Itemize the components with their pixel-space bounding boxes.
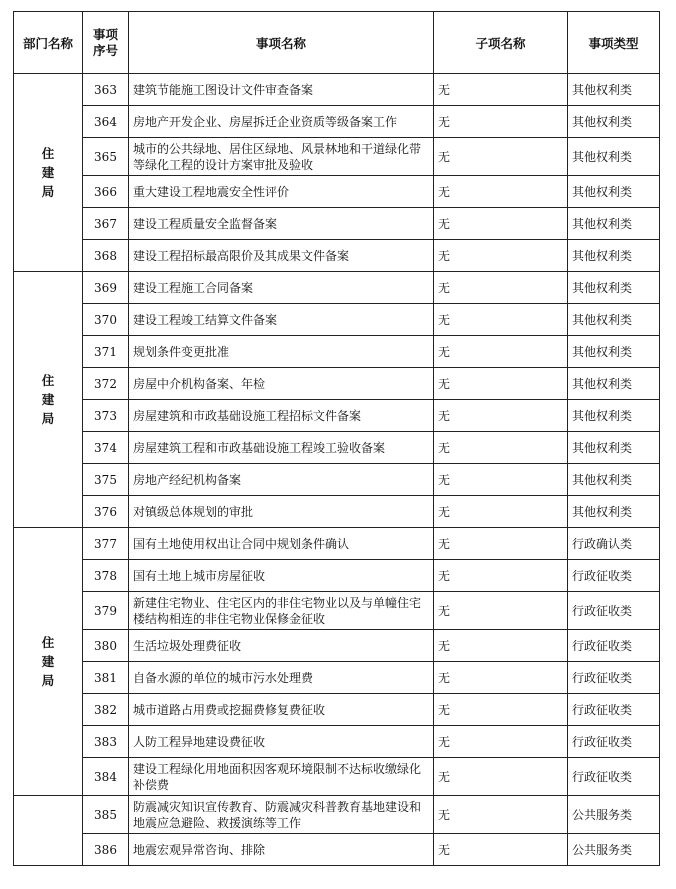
sub-cell: 无: [434, 560, 568, 592]
table-row: [14, 336, 660, 368]
table-row: [14, 528, 660, 560]
table-row: [14, 208, 660, 240]
table-row: [14, 272, 660, 304]
sub-cell: 无: [434, 400, 568, 432]
sub-cell: 无: [434, 496, 568, 528]
type-cell: 行政征收类: [568, 758, 660, 796]
name-cell: 地震宏观异常咨询、排除: [129, 834, 434, 866]
name-cell: 国有土地使用权出让合同中规划条件确认: [129, 528, 434, 560]
sub-cell: 无: [434, 758, 568, 796]
dept-cell: [14, 796, 83, 866]
type-cell: 行政征收类: [568, 662, 660, 694]
type-cell: 行政征收类: [568, 630, 660, 662]
sub-cell: 无: [434, 208, 568, 240]
seq-cell: 369: [83, 272, 129, 304]
sub-cell: 无: [434, 368, 568, 400]
table-row: [14, 368, 660, 400]
sub-cell: 无: [434, 834, 568, 866]
type-cell: 其他权利类: [568, 240, 660, 272]
seq-cell: 363: [83, 74, 129, 106]
table-row: [14, 592, 660, 630]
type-cell: 其他权利类: [568, 304, 660, 336]
type-cell: 行政确认类: [568, 528, 660, 560]
name-cell: 人防工程异地建设费征收: [129, 726, 434, 758]
name-cell: 生活垃圾处理费征收: [129, 630, 434, 662]
seq-cell: 382: [83, 694, 129, 726]
type-cell: 行政征收类: [568, 560, 660, 592]
seq-cell: 366: [83, 176, 129, 208]
header-seq-line1: 事项: [92, 26, 118, 42]
seq-cell: 368: [83, 240, 129, 272]
sub-cell: 无: [434, 464, 568, 496]
sub-cell: 无: [434, 304, 568, 336]
header-sub: 子项名称: [434, 12, 568, 74]
seq-cell: 364: [83, 106, 129, 138]
matters-table: [13, 11, 660, 866]
type-cell: 其他权利类: [568, 176, 660, 208]
table-row: [14, 400, 660, 432]
sub-cell: 无: [434, 74, 568, 106]
name-cell: 房屋建筑和市政基础设施工程招标文件备案: [129, 400, 434, 432]
seq-cell: 375: [83, 464, 129, 496]
table-row: [14, 630, 660, 662]
name-cell: 防震减灾知识宣传教育、防震减灾科普教育基地建设和地震应急避险、救援演练等工作: [129, 796, 434, 834]
header-dept: 部门名称: [14, 12, 83, 74]
type-cell: 行政征收类: [568, 726, 660, 758]
table-row: [14, 304, 660, 336]
sub-cell: 无: [434, 662, 568, 694]
table-row: [14, 758, 660, 796]
header-name: 事项名称: [129, 12, 434, 74]
sub-cell: 无: [434, 106, 568, 138]
name-cell: 房地产经纪机构备案: [129, 464, 434, 496]
seq-cell: 384: [83, 758, 129, 796]
sub-cell: 无: [434, 138, 568, 176]
seq-cell: 367: [83, 208, 129, 240]
dept-cell: 住 建 局: [14, 528, 83, 796]
name-cell: 建设工程质量安全监督备案: [129, 208, 434, 240]
header-row: [14, 12, 660, 74]
table-row: [14, 726, 660, 758]
table-row: [14, 240, 660, 272]
seq-cell: 381: [83, 662, 129, 694]
table-row: [14, 496, 660, 528]
seq-cell: 386: [83, 834, 129, 866]
sub-cell: 无: [434, 176, 568, 208]
type-cell: 其他权利类: [568, 138, 660, 176]
seq-cell: 383: [83, 726, 129, 758]
sub-cell: 无: [434, 726, 568, 758]
name-cell: 重大建设工程地震安全性评价: [129, 176, 434, 208]
seq-cell: 365: [83, 138, 129, 176]
type-cell: 公共服务类: [568, 796, 660, 834]
dept-cell: 住 建 局: [14, 272, 83, 528]
name-cell: 建设工程施工合同备案: [129, 272, 434, 304]
name-cell: 规划条件变更批准: [129, 336, 434, 368]
name-cell: 房地产开发企业、房屋拆迁企业资质等级备案工作: [129, 106, 434, 138]
table-row: [14, 694, 660, 726]
table-row: [14, 834, 660, 866]
name-cell: 建设工程招标最高限价及其成果文件备案: [129, 240, 434, 272]
sub-cell: 无: [434, 630, 568, 662]
type-cell: 其他权利类: [568, 432, 660, 464]
table-row: [14, 74, 660, 106]
table-row: [14, 106, 660, 138]
type-cell: 行政征收类: [568, 592, 660, 630]
name-cell: 城市道路占用费或挖掘费修复费征收: [129, 694, 434, 726]
type-cell: 其他权利类: [568, 464, 660, 496]
name-cell: 城市的公共绿地、居住区绿地、风景林地和干道绿化带等绿化工程的设计方案审批及验收: [129, 138, 434, 176]
name-cell: 新建住宅物业、住宅区内的非住宅物业以及与单幢住宅楼结构相连的非住宅物业保修金征收: [129, 592, 434, 630]
table-row: [14, 464, 660, 496]
sub-cell: 无: [434, 240, 568, 272]
table-row: [14, 432, 660, 464]
name-cell: 房屋中介机构备案、年检: [129, 368, 434, 400]
table-row: [14, 662, 660, 694]
name-cell: 建设工程竣工结算文件备案: [129, 304, 434, 336]
sub-cell: 无: [434, 528, 568, 560]
table-body: [14, 74, 660, 866]
type-cell: 其他权利类: [568, 496, 660, 528]
dept-cell: 住 建 局: [14, 74, 83, 272]
seq-cell: 379: [83, 592, 129, 630]
name-cell: 自备水源的单位的城市污水处理费: [129, 662, 434, 694]
seq-cell: 374: [83, 432, 129, 464]
type-cell: 其他权利类: [568, 336, 660, 368]
name-cell: 建筑节能施工图设计文件审查备案: [129, 74, 434, 106]
seq-cell: 385: [83, 796, 129, 834]
name-cell: 房屋建筑工程和市政基础设施工程竣工验收备案: [129, 432, 434, 464]
sub-cell: 无: [434, 272, 568, 304]
seq-cell: 372: [83, 368, 129, 400]
seq-cell: 371: [83, 336, 129, 368]
type-cell: 其他权利类: [568, 74, 660, 106]
sub-cell: 无: [434, 592, 568, 630]
type-cell: 行政征收类: [568, 694, 660, 726]
sub-cell: 无: [434, 432, 568, 464]
table-row: [14, 560, 660, 592]
sub-cell: 无: [434, 796, 568, 834]
table-row: [14, 796, 660, 834]
seq-cell: 376: [83, 496, 129, 528]
header-type: 事项类型: [568, 12, 660, 74]
sub-cell: 无: [434, 694, 568, 726]
name-cell: 建设工程绿化用地面积因客观环境限制不达标收缴绿化补偿费: [129, 758, 434, 796]
header-seq: [83, 12, 129, 74]
seq-cell: 373: [83, 400, 129, 432]
type-cell: 其他权利类: [568, 400, 660, 432]
type-cell: 其他权利类: [568, 106, 660, 138]
type-cell: 其他权利类: [568, 272, 660, 304]
type-cell: 其他权利类: [568, 368, 660, 400]
sub-cell: 无: [434, 336, 568, 368]
type-cell: 公共服务类: [568, 834, 660, 866]
seq-cell: 380: [83, 630, 129, 662]
name-cell: 对镇级总体规划的审批: [129, 496, 434, 528]
header-seq-line2: 序号: [92, 42, 118, 58]
seq-cell: 370: [83, 304, 129, 336]
table-row: [14, 176, 660, 208]
name-cell: 国有土地上城市房屋征收: [129, 560, 434, 592]
seq-cell: 378: [83, 560, 129, 592]
table-row: [14, 138, 660, 176]
seq-cell: 377: [83, 528, 129, 560]
type-cell: 其他权利类: [568, 208, 660, 240]
